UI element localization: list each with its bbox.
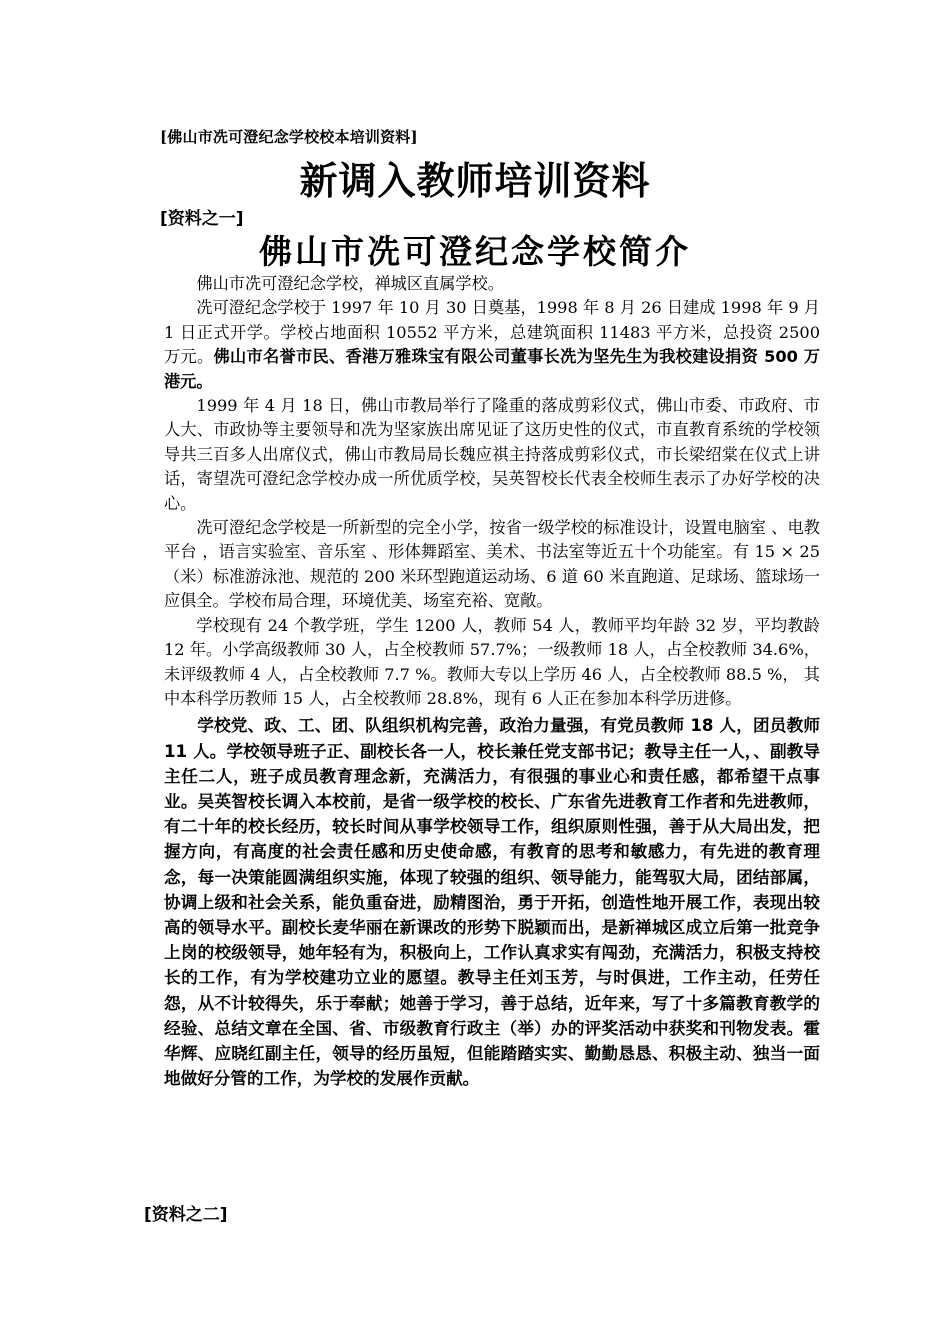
paragraph-2-bold-text: 佛山市名誉市民、香港万雅珠宝有限公司董事长冼为坚先生为我校建设捐资 500 万港元。 (164, 347, 821, 391)
paragraph-2 (164, 296, 820, 394)
paragraph-2-text: 冼可澄纪念学校于 1997 年 10 月 30 日奠基，1998 年 8 月 26 日建成 1998 年 9 月 1 日正式开学。学校占地面积 10552 平方米，总建筑面积 11483 平方米，总投资 2500 万元。 (164, 298, 820, 367)
header-tag: [佛山市冼可澄纪念学校校本培训资料] (160, 128, 418, 146)
paragraph-1: 佛山市冼可澄纪念学校，禅城区直属学校。 (196, 274, 504, 293)
section-label-2: [资料之二] (144, 1205, 228, 1225)
paragraph-4: 冼可澄纪念学校是一所新型的完全小学，按省一级学校的标准设计，设置电脑室 、电教平台 ，语言实验室、音乐室 、形体舞蹈室、美术、书法室等近五十个功能室。有 15 × 25（米）标准游泳池、规范的 200 米环型跑道运动场、6 道 60 米直跑道、足球场、篮球场一应俱全。学校布局合理，环境优美、场室充裕、宽敞。 (164, 518, 820, 611)
page-title: 新调入教师培训资料 (299, 159, 651, 203)
body-text (164, 272, 820, 1091)
section-label-1: [资料之一] (160, 209, 244, 229)
paragraph-3: 1999 年 4 月 18 日，佛山市教局举行了隆重的落成剪彩仪式，佛山市委、市政府、市人大、市政协等主要领导和冼为坚家族出席见证了这历史性的仪式，市直教育系统的学校领导共三百多人出席仪式，佛山市教局局长魏应祺主持落成剪彩仪式，市长梁绍棠在仪式上讲话，寄望冼可澄纪念学校办成一所优质学校，吴英智校长代表全校师生表示了办好学校的决心。 (164, 396, 820, 513)
school-intro-title: 佛山市冼可澄纪念学校简介 (259, 232, 691, 271)
paragraph-5: 学校现有 24 个教学班，学生 1200 人，教师 54 人，教师平均年龄 32 岁，平均教龄 12 年。小学高级教师 30 人，占全校教师 57.7%；一级教师 18 人，占全校教师 34.6%，未评级教师 4 人，占全校教师 7.7 %。教师大专以上学历 46 人，占全校教师 88.5 %， 其中本科学历教师 15 人，占全校教师 28.8%，现有 6 人正在参加本科学历进修。 (164, 615, 820, 708)
paragraph-6: 学校党、政、工、团、队组织机构完善，政治力量强，有党员教师 18 人，团员教师 11 人。学校领导班子正、副校长各一人，校长兼任党支部书记；教导主任一人，、副教导主任二人，班子成员教育理念新，充满活力，有很强的事业心和责任感，都希望干点事业。吴英智校长调入本校前，是省一级学校的校长、广东省先进教育工作者和先进教师，有二十年的校长经历，较长时间从事学校领导工作，组织原则性强，善于从大局出发，把握方向，有高度的社会责任感和历史使命感，有教育的思考和敏感力，有先进的教育理念，每一决策能圆满组织实施，体现了较强的组织、领导能力，能驾驭大局，团结部属，协调上级和社会关系，能负重奋进，励精图治，勇于开拓，创造性地开展工作，表现出较高的领导水平。副校长麦华丽在新课改的形势下脱颖而出，是新禅城区成立后第一批竞争上岗的校级领导，她年轻有为，积极向上，工作认真求实有闯劲，充满活力，积极支持校长的工作，有为学校建功立业的愿望。教导主任刘玉芳，与时俱进，工作主动，任劳任怨，从不计较得失，乐于奉献；她善于学习，善于总结，近年来，写了十多篇教育教学的经验、总结文章在全国、省、市级教育行政主（举）办的评奖活动中获奖和刊物发表。霍华辉、应晓红副主任，领导的经历虽短，但能踏踏实实、勤勤恳恳、积极主动、独当一面地做好分管的工作，为学校的发展作贡献。 (164, 716, 820, 1089)
